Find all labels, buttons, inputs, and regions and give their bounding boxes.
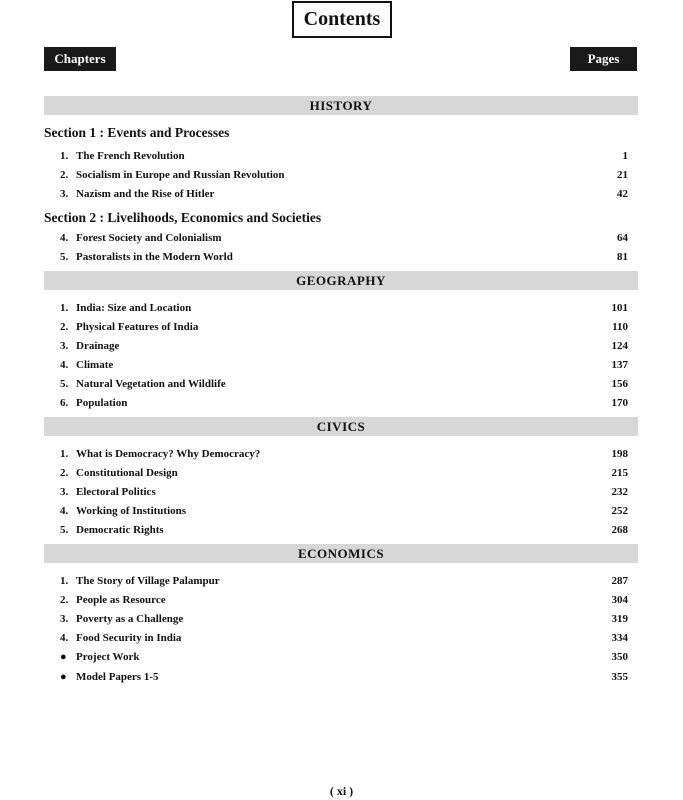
toc-page: 198 (611, 448, 628, 460)
toc-label: Democratic Rights (76, 524, 164, 536)
bullet-icon: ● (60, 651, 67, 663)
toc-page: 21 (617, 169, 628, 181)
toc-row (60, 338, 628, 354)
toc-number: 1. (60, 302, 69, 314)
toc-row (60, 446, 628, 462)
toc-row (60, 249, 628, 265)
toc-row (60, 503, 628, 519)
toc-page: 215 (611, 467, 628, 479)
toc-row (60, 649, 628, 665)
toc-label: The French Revolution (76, 150, 185, 162)
toc-number: 5. (60, 251, 69, 263)
toc-number: 4. (60, 232, 69, 244)
toc-number: 4. (60, 505, 69, 517)
toc-label: Socialism in Europe and Russian Revolution (76, 169, 285, 181)
toc-row (60, 465, 628, 481)
toc-number: 3. (60, 340, 69, 352)
toc-page: 334 (611, 632, 628, 644)
toc-page: 350 (611, 651, 628, 663)
toc-row (60, 669, 628, 685)
toc-number: 5. (60, 524, 69, 536)
toc-page: 319 (611, 613, 628, 625)
toc-label: Constitutional Design (76, 467, 178, 479)
toc-number: 2. (60, 594, 69, 606)
economics-heading: ECONOMICS (44, 544, 638, 563)
toc-number: 1. (60, 575, 69, 587)
toc-page: 42 (617, 188, 628, 200)
history-section-1-title: Section 1 : Events and Processes (44, 125, 230, 140)
toc-label: Drainage (76, 340, 120, 352)
toc-label: Food Security in India (76, 632, 182, 644)
toc-page: 156 (611, 378, 628, 390)
toc-number: 2. (60, 321, 69, 333)
toc-label: Model Papers 1-5 (76, 671, 159, 683)
toc-row (60, 148, 628, 164)
toc-row (60, 573, 628, 589)
civics-heading: CIVICS (44, 417, 638, 436)
toc-number: 4. (60, 359, 69, 371)
toc-label: People as Resource (76, 594, 166, 606)
toc-number: 1. (60, 448, 69, 460)
toc-page: 101 (611, 302, 628, 314)
toc-row (60, 376, 628, 392)
toc-row (60, 230, 628, 246)
toc-row (60, 300, 628, 316)
toc-row (60, 522, 628, 538)
toc-number: 1. (60, 150, 69, 162)
toc-label: Project Work (76, 651, 140, 663)
toc-page: 81 (617, 251, 628, 263)
toc-label: Nazism and the Rise of Hitler (76, 188, 215, 200)
toc-page: 355 (611, 671, 628, 683)
toc-page: 287 (611, 575, 628, 587)
toc-page: 268 (611, 524, 628, 536)
history-section-2-title: Section 2 : Livelihoods, Economics and Societies (44, 210, 322, 225)
toc-number: 3. (60, 486, 69, 498)
toc-number: 2. (60, 467, 69, 479)
pages-tag: Pages (570, 47, 637, 71)
page-title: Contents (292, 1, 392, 38)
toc-label: Pastoralists in the Modern World (76, 251, 233, 263)
toc-label: The Story of Village Palampur (76, 575, 220, 587)
toc-page: 170 (611, 397, 628, 409)
toc-number: 3. (60, 613, 69, 625)
toc-page: 64 (617, 232, 628, 244)
toc-number: 6. (60, 397, 69, 409)
toc-page: 1 (622, 150, 628, 162)
toc-page: 252 (611, 505, 628, 517)
toc-page: 232 (611, 486, 628, 498)
toc-row (60, 357, 628, 373)
toc-label: Working of Institutions (76, 505, 187, 517)
toc-row (60, 186, 628, 202)
toc-page: 110 (612, 321, 628, 333)
toc-label: Natural Vegetation and Wildlife (76, 378, 226, 390)
toc-label: Population (76, 397, 128, 409)
toc-number: 3. (60, 188, 69, 200)
page-number-footer: ( xi ) (329, 784, 354, 798)
toc-row (60, 592, 628, 608)
toc-label: Climate (76, 359, 114, 371)
toc-number: 5. (60, 378, 69, 390)
toc-number: 2. (60, 169, 69, 181)
toc-page: 304 (611, 594, 628, 606)
toc-label: Poverty as a Challenge (76, 613, 184, 625)
geography-heading: GEOGRAPHY (44, 271, 638, 290)
toc-row (60, 611, 628, 627)
toc-row (60, 395, 628, 411)
toc-row (60, 630, 628, 646)
toc-label: Physical Features of India (76, 321, 199, 333)
toc-number: 4. (60, 632, 69, 644)
history-heading: HISTORY (44, 96, 638, 115)
toc-label: Forest Society and Colonialism (76, 232, 222, 244)
toc-row (60, 319, 628, 335)
toc-page: 137 (611, 359, 628, 371)
toc-row (60, 484, 628, 500)
toc-row (60, 167, 628, 183)
toc-label: What is Democracy? Why Democracy? (76, 448, 261, 460)
chapters-tag: Chapters (44, 47, 116, 71)
toc-page: 124 (611, 340, 628, 352)
bullet-icon: ● (60, 671, 67, 683)
toc-label: Electoral Politics (76, 486, 156, 498)
toc-label: India: Size and Location (76, 302, 192, 314)
